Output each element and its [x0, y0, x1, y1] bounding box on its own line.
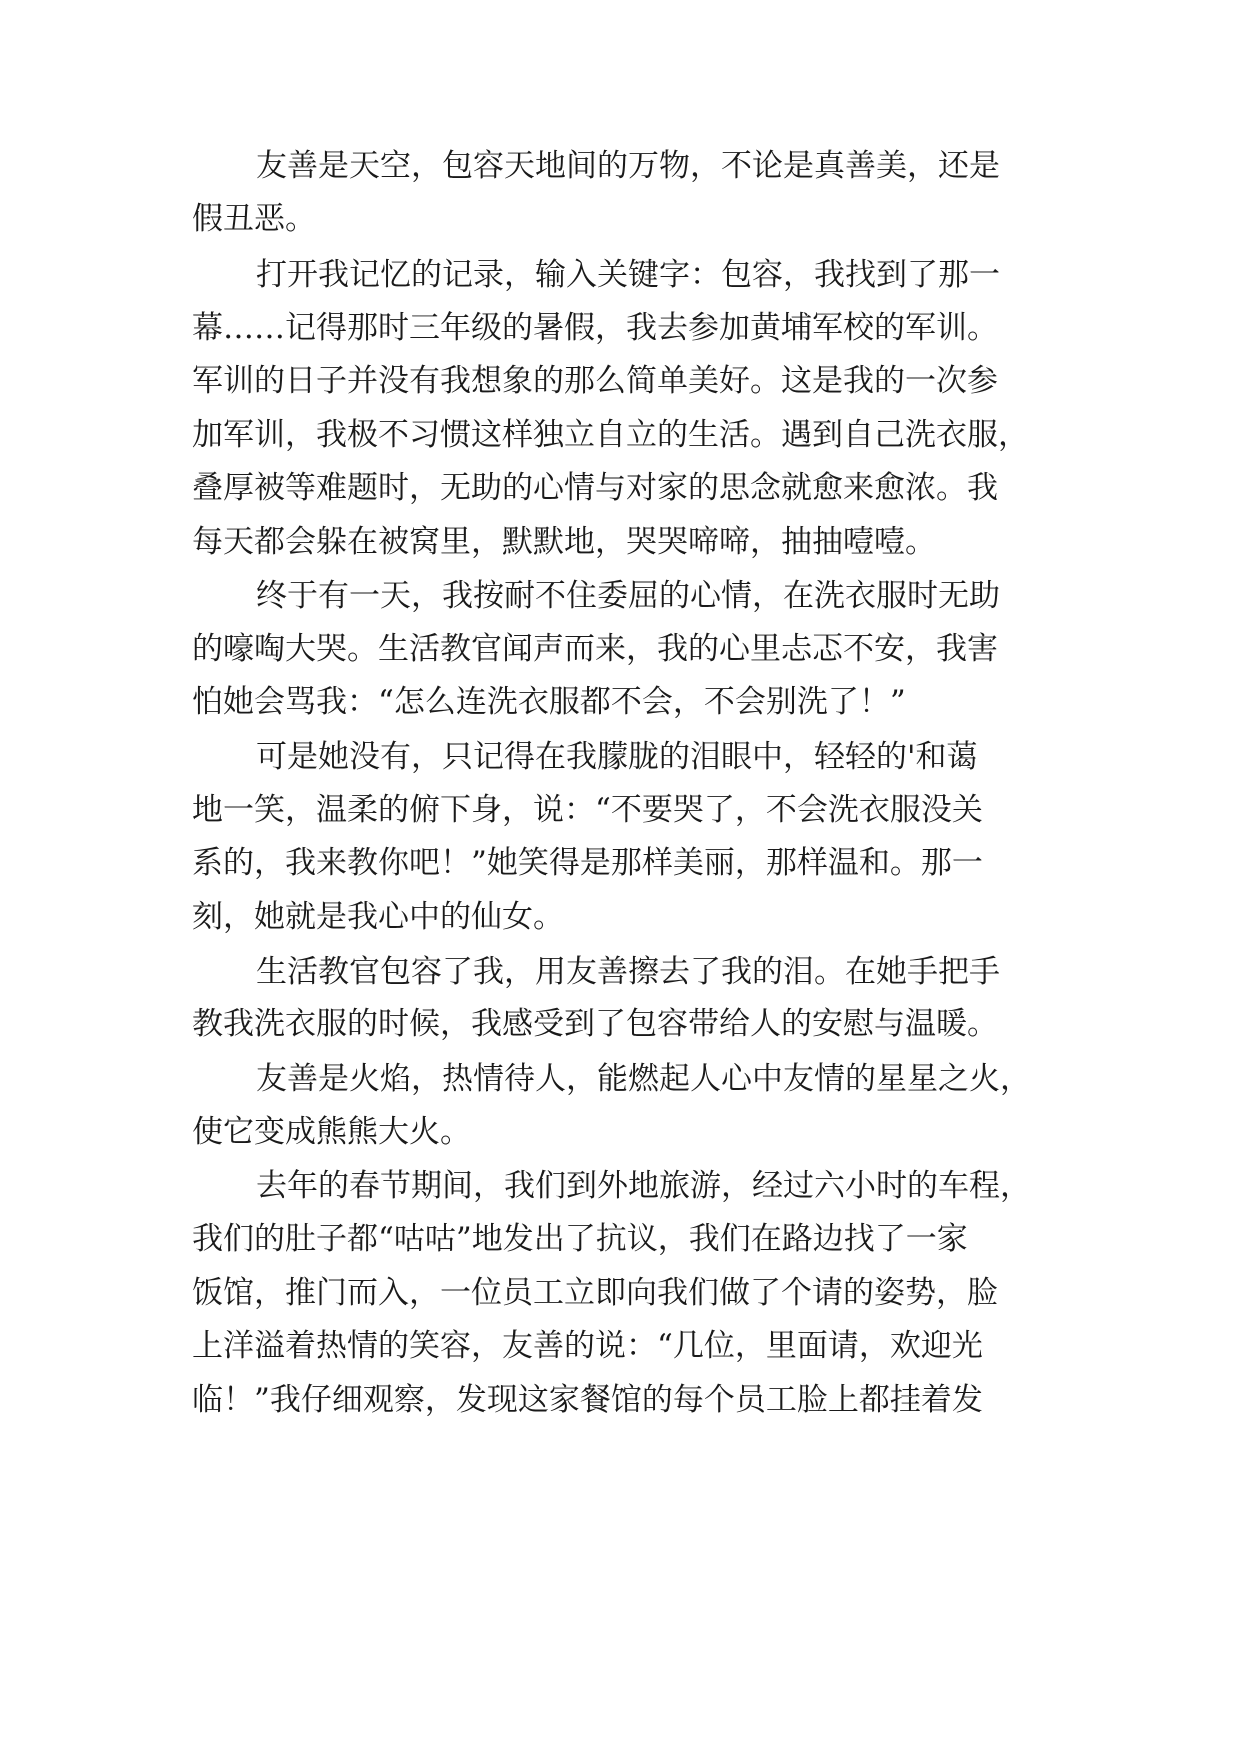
text-line: 终于有一天，我按耐不住委屈的心情，在洗衣服时无助	[256, 578, 1000, 614]
text-line: 的嚎啕大哭。生活教官闻声而来，我的心里忐忑不安，我害	[192, 631, 998, 667]
text-line: 我们的肚子都“咕咕”地发出了抗议，我们在路边找了一家	[192, 1221, 968, 1257]
text-line: 教我洗衣服的时候，我感受到了包容带给人的安慰与温暖。	[192, 1006, 998, 1042]
text-line: 可是她没有，只记得在我朦胧的泪眼中，轻轻的'和蔼	[256, 739, 978, 775]
text-line: 使它变成熊熊大火。	[192, 1114, 471, 1150]
text-line: 生活教官包容了我，用友善擦去了我的泪。在她手把手	[256, 954, 1000, 990]
text-line: 去年的春节期间，我们到外地旅游，经过六小时的车程，	[256, 1168, 1031, 1204]
text-line: 军训的日子并没有我想象的那么简单美好。这是我的一次参	[192, 363, 998, 399]
text-line: 假丑恶。	[192, 201, 316, 237]
text-line: 叠厚被等难题时，无助的心情与对家的思念就愈来愈浓。我	[192, 470, 998, 506]
text-line: 怕她会骂我：“怎么连洗衣服都不会，不会别洗了！”	[192, 684, 906, 720]
text-line: 系的，我来教你吧！”她笑得是那样美丽，那样温和。那一	[192, 845, 983, 881]
text-line: 饭馆，推门而入，一位员工立即向我们做了个请的姿势，脸	[192, 1275, 998, 1311]
text-line: 幕……记得那时三年级的暑假，我去参加黄埔军校的军训。	[192, 310, 998, 346]
text-line: 刻，她就是我心中的仙女。	[192, 899, 564, 935]
text-line: 友善是天空，包容天地间的万物，不论是真善美，还是	[256, 148, 1000, 184]
text-line: 上洋溢着热情的笑容，友善的说：“几位，里面请，欢迎光	[192, 1328, 983, 1364]
text-line: 打开我记忆的记录，输入关键字：包容，我找到了那一	[256, 257, 1000, 293]
text-line: 加军训，我极不习惯这样独立自立的生活。遇到自己洗衣服，	[192, 417, 1029, 453]
text-line: 友善是火焰，热情待人，能燃起人心中友情的星星之火，	[256, 1061, 1031, 1097]
text-line: 临！”我仔细观察，发现这家餐馆的每个员工脸上都挂着发	[192, 1382, 983, 1418]
text-line: 地一笑，温柔的俯下身，说：“不要哭了，不会洗衣服没关	[192, 792, 983, 828]
text-line: 每天都会躲在被窝里，默默地，哭哭啼啼，抽抽噎噎。	[192, 524, 936, 560]
